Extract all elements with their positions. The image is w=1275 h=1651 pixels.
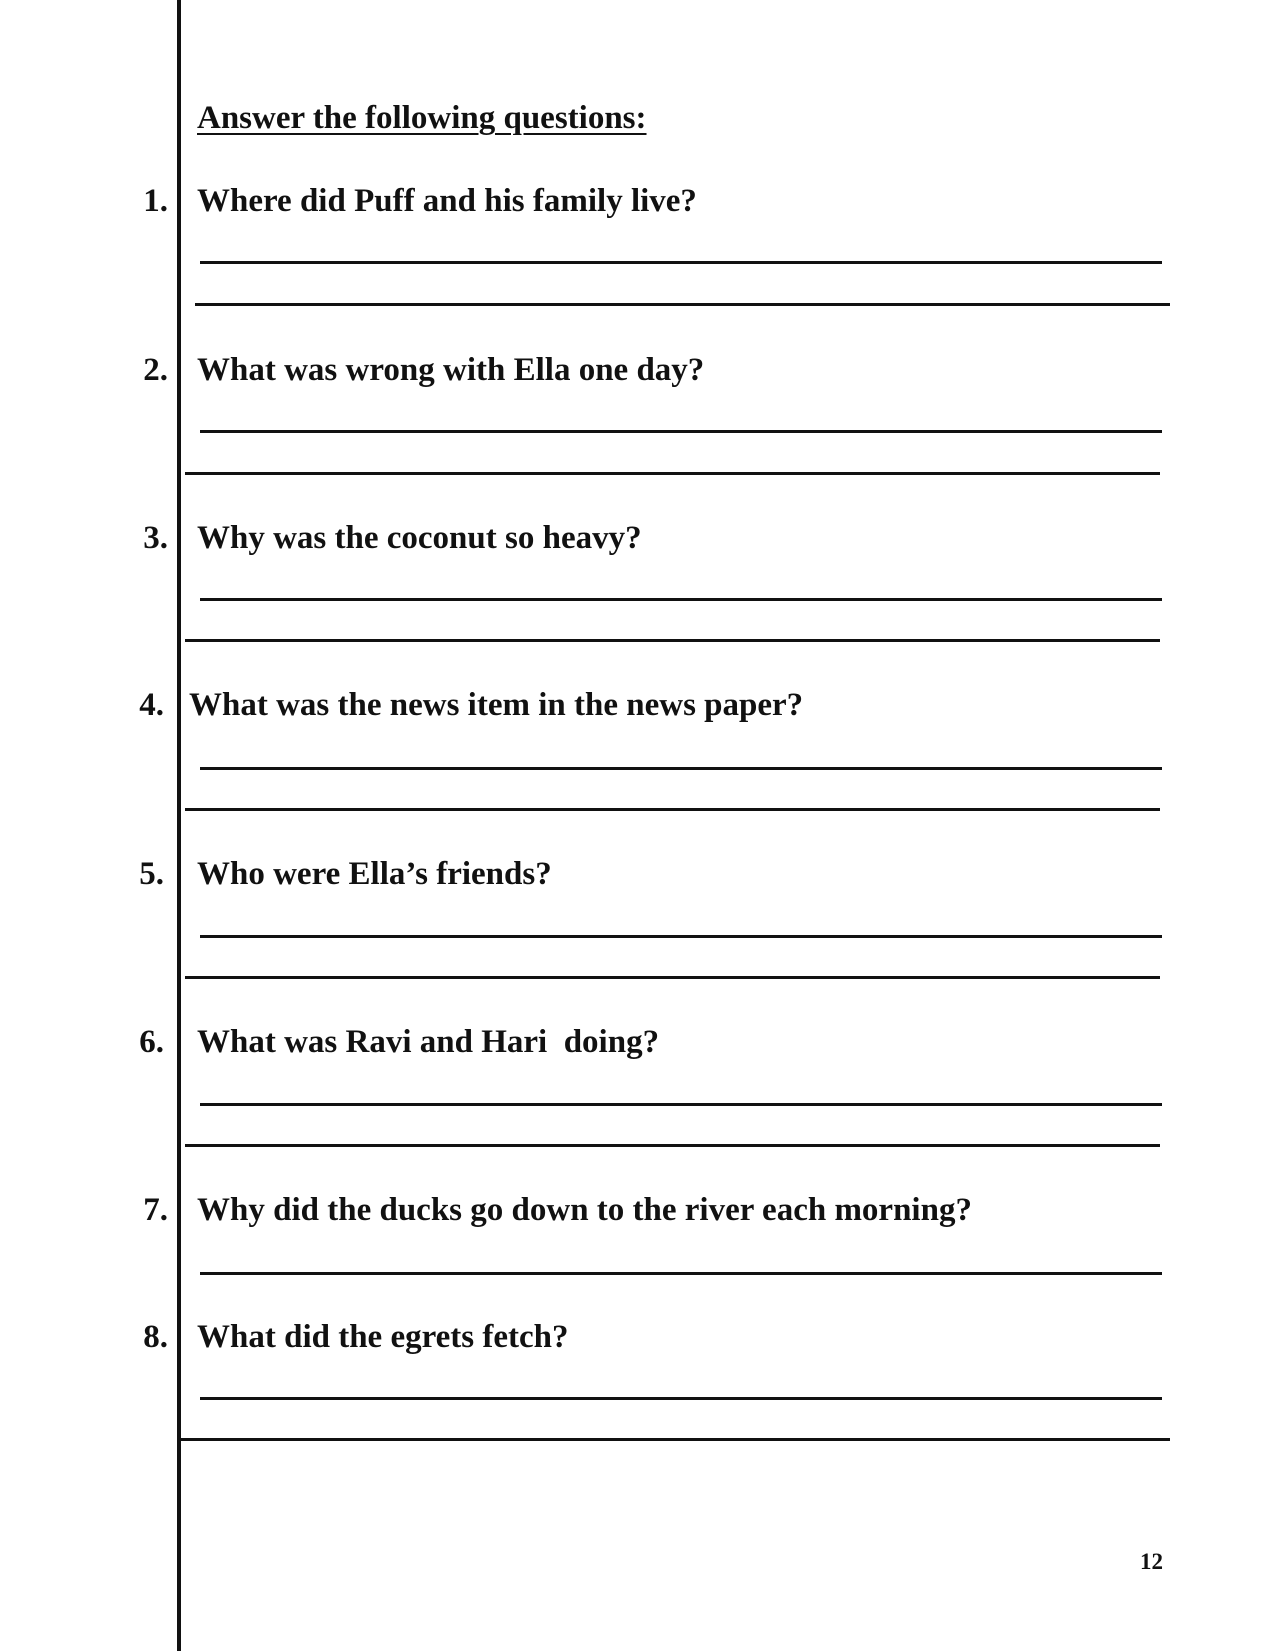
answer-line[interactable]	[200, 261, 1162, 264]
answer-line[interactable]	[200, 430, 1162, 433]
worksheet-heading: Answer the following questions:	[197, 100, 647, 136]
answer-line[interactable]	[200, 598, 1162, 601]
answer-line[interactable]	[200, 1103, 1162, 1106]
page-number: 12	[1140, 1549, 1163, 1574]
answer-line[interactable]	[185, 976, 1160, 979]
answer-line[interactable]	[181, 1438, 1170, 1441]
question-text: Why did the ducks go down to the river each morning?	[197, 1192, 972, 1228]
answer-line[interactable]	[185, 1144, 1160, 1147]
question-number: 3.	[143, 520, 168, 556]
answer-line[interactable]	[195, 303, 1170, 306]
question-number: 7.	[143, 1192, 168, 1228]
question-text: Why was the coconut so heavy?	[197, 520, 642, 556]
question-number: 2.	[143, 352, 168, 388]
answer-line[interactable]	[185, 808, 1160, 811]
answer-line[interactable]	[200, 1397, 1162, 1400]
question-number: 4.	[139, 687, 164, 723]
answer-line[interactable]	[200, 1272, 1162, 1275]
question-text: Who were Ella’s friends?	[197, 856, 552, 892]
margin-line	[177, 0, 181, 1651]
question-text: What was the news item in the news paper?	[189, 687, 804, 723]
answer-line[interactable]	[185, 639, 1160, 642]
question-number: 5.	[139, 856, 164, 892]
question-text: What was Ravi and Hari doing?	[197, 1024, 660, 1060]
question-text: What was wrong with Ella one day?	[197, 352, 705, 388]
question-text: Where did Puff and his family live?	[197, 183, 697, 219]
question-number: 8.	[143, 1319, 168, 1355]
question-number: 6.	[139, 1024, 164, 1060]
question-text: What did the egrets fetch?	[197, 1319, 569, 1355]
answer-line[interactable]	[200, 767, 1162, 770]
answer-line[interactable]	[185, 472, 1160, 475]
question-number: 1.	[143, 183, 168, 219]
answer-line[interactable]	[200, 935, 1162, 938]
